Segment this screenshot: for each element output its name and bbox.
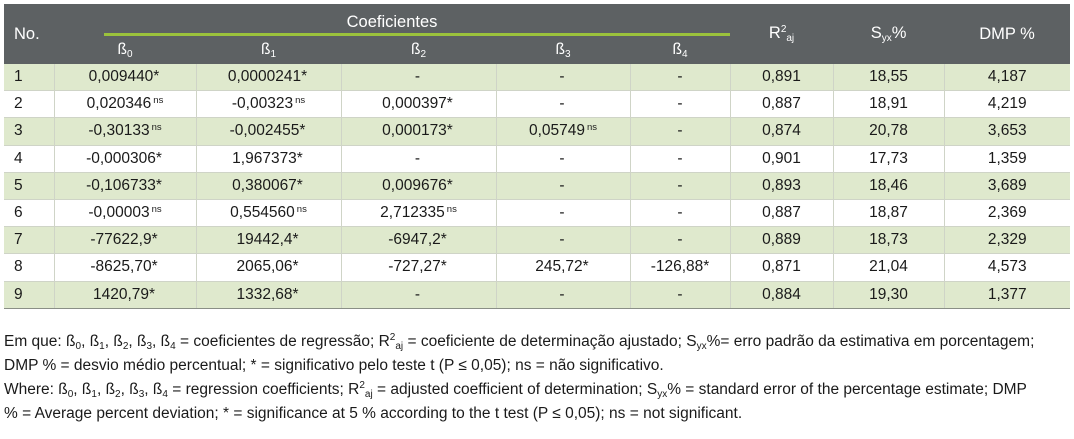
cell-b4: -	[630, 281, 730, 308]
header-beta2: $ß_2$	[341, 36, 496, 64]
cell-b2: 0,000173*	[341, 118, 496, 145]
cell-syx: 18,91	[833, 91, 944, 118]
cell-b4: -	[630, 227, 730, 254]
cell-b3: 0,05749 $^{ns}$	[496, 118, 630, 145]
cell-b0: -0,30133 $^{ns}$	[54, 118, 196, 145]
table-row	[4, 145, 1070, 172]
cell-no: 9	[4, 281, 54, 308]
header-beta1: $ß_1$	[196, 36, 341, 64]
footnote-portuguese: Em que: $ß_0$, $ß_1$, $ß_2$, $ß_3$, $ß_4$ = coeficientes de regressão; $R^2_{aj}$ = coeficiente de determinação ajustado; $S_{yx}\%=$ erro padrão da estimativa em porcentagem; DMP % = desvio médio percentual; * = significativo pelo teste t (P ≤ 0,05); ns = não significativo.	[4, 332, 1035, 374]
cell-b4: -	[630, 64, 730, 91]
cell-dmp: 4,219	[944, 91, 1070, 118]
header-syx: $S_{yx}\%$	[833, 4, 944, 64]
cell-b2: 0,000397*	[341, 91, 496, 118]
cell-b1: 0,554560 $^{ns}$	[196, 199, 341, 226]
cell-b1: -0,00323 $^{ns}$	[196, 91, 341, 118]
cell-b2: -6947,2*	[341, 227, 496, 254]
cell-r2: 0,891	[730, 64, 833, 91]
table-row	[4, 91, 1070, 118]
table-row	[4, 172, 1070, 199]
cell-b0: -0,106733*	[54, 172, 196, 199]
cell-dmp: 4,573	[944, 254, 1070, 281]
cell-no: 5	[4, 172, 54, 199]
table-row	[4, 254, 1070, 281]
cell-b2: -	[341, 145, 496, 172]
cell-syx: 21,04	[833, 254, 944, 281]
cell-dmp: 2,369	[944, 199, 1070, 226]
cell-no: 2	[4, 91, 54, 118]
table-row	[4, 227, 1070, 254]
table-row	[4, 64, 1070, 91]
cell-r2: 0,901	[730, 145, 833, 172]
cell-dmp: 2,329	[944, 227, 1070, 254]
cell-b1: 19442,4*	[196, 227, 341, 254]
cell-b3: -	[496, 227, 630, 254]
header-no: No.	[4, 4, 54, 64]
cell-dmp: 1,377	[944, 281, 1070, 308]
header-beta0: $ß_0$	[54, 36, 196, 64]
cell-b2: -	[341, 281, 496, 308]
table-row	[4, 199, 1070, 226]
cell-b0: 0,020346 $^{ns}$	[54, 91, 196, 118]
cell-b4: -	[630, 118, 730, 145]
cell-b4: -	[630, 199, 730, 226]
cell-dmp: 1,359	[944, 145, 1070, 172]
header-row-1	[4, 4, 1070, 36]
header-coeficientes	[54, 4, 730, 36]
header-beta3: $ß_3$	[496, 36, 630, 64]
cell-b4: -	[630, 172, 730, 199]
cell-syx: 20,78	[833, 118, 944, 145]
cell-b3: -	[496, 64, 630, 91]
cell-no: 8	[4, 254, 54, 281]
cell-syx: 18,87	[833, 199, 944, 226]
cell-syx: 18,55	[833, 64, 944, 91]
cell-b0: 1420,79*	[54, 281, 196, 308]
cell-r2: 0,887	[730, 199, 833, 226]
header-beta4: $ß_4$	[630, 36, 730, 64]
cell-b2: -727,27*	[341, 254, 496, 281]
cell-syx: 18,46	[833, 172, 944, 199]
table-row	[4, 281, 1070, 308]
cell-b1: 0,380067*	[196, 172, 341, 199]
cell-r2: 0,887	[730, 91, 833, 118]
header-r2: $R^2_{aj}$	[730, 4, 833, 64]
cell-b2: -	[341, 64, 496, 91]
cell-syx: 18,73	[833, 227, 944, 254]
cell-b2: 2,712335 $^{ns}$	[341, 199, 496, 226]
footnote-english: Where: $ß_0$, $ß_1$, $ß_2$, $ß_3$, $ß_4$ = regression coefficients; $R^2_{aj}$ = adjusted coefficient of determination; $S_{yx}\%$ = standard error of the percentage estimate; DMP % = Average percent deviation; * = significance at 5 % according to the t test (P ≤ 0,05); ns = not significant.	[4, 380, 1027, 422]
cell-b0: -0,00003 $^{ns}$	[54, 199, 196, 226]
cell-b3: -	[496, 91, 630, 118]
cell-b3: -	[496, 172, 630, 199]
cell-b0: 0,009440*	[54, 64, 196, 91]
header-accent-line	[104, 33, 730, 36]
cell-no: 6	[4, 199, 54, 226]
cell-b4: -	[630, 145, 730, 172]
cell-b1: 1,967373*	[196, 145, 341, 172]
cell-dmp: 3,653	[944, 118, 1070, 145]
cell-dmp: 4,187	[944, 64, 1070, 91]
cell-r2: 0,884	[730, 281, 833, 308]
cell-r2: 0,871	[730, 254, 833, 281]
header-dmp: DMP %	[944, 4, 1070, 64]
cell-r2: 0,889	[730, 227, 833, 254]
cell-b1: -0,002455*	[196, 118, 341, 145]
cell-b0: -77622,9*	[54, 227, 196, 254]
cell-b1: 2065,06*	[196, 254, 341, 281]
cell-no: 4	[4, 145, 54, 172]
table-row	[4, 118, 1070, 145]
header-coeficientes-label: Coeficientes	[346, 13, 438, 31]
cell-no: 3	[4, 118, 54, 145]
cell-b4: -126,88*	[630, 254, 730, 281]
cell-no: 1	[4, 64, 54, 91]
cell-dmp: 3,689	[944, 172, 1070, 199]
coefficients-table	[4, 4, 1070, 309]
cell-r2: 0,874	[730, 118, 833, 145]
cell-b3: -	[496, 145, 630, 172]
cell-b3: -	[496, 199, 630, 226]
cell-r2: 0,893	[730, 172, 833, 199]
cell-b1: 1332,68*	[196, 281, 341, 308]
cell-b1: 0,0000241*	[196, 64, 341, 91]
cell-b2: 0,009676*	[341, 172, 496, 199]
cell-syx: 17,73	[833, 145, 944, 172]
cell-no: 7	[4, 227, 54, 254]
cell-syx: 19,30	[833, 281, 944, 308]
cell-b3: 245,72*	[496, 254, 630, 281]
cell-b0: -8625,70*	[54, 254, 196, 281]
cell-b0: -0,000306*	[54, 145, 196, 172]
cell-b4: -	[630, 91, 730, 118]
cell-b3: -	[496, 281, 630, 308]
